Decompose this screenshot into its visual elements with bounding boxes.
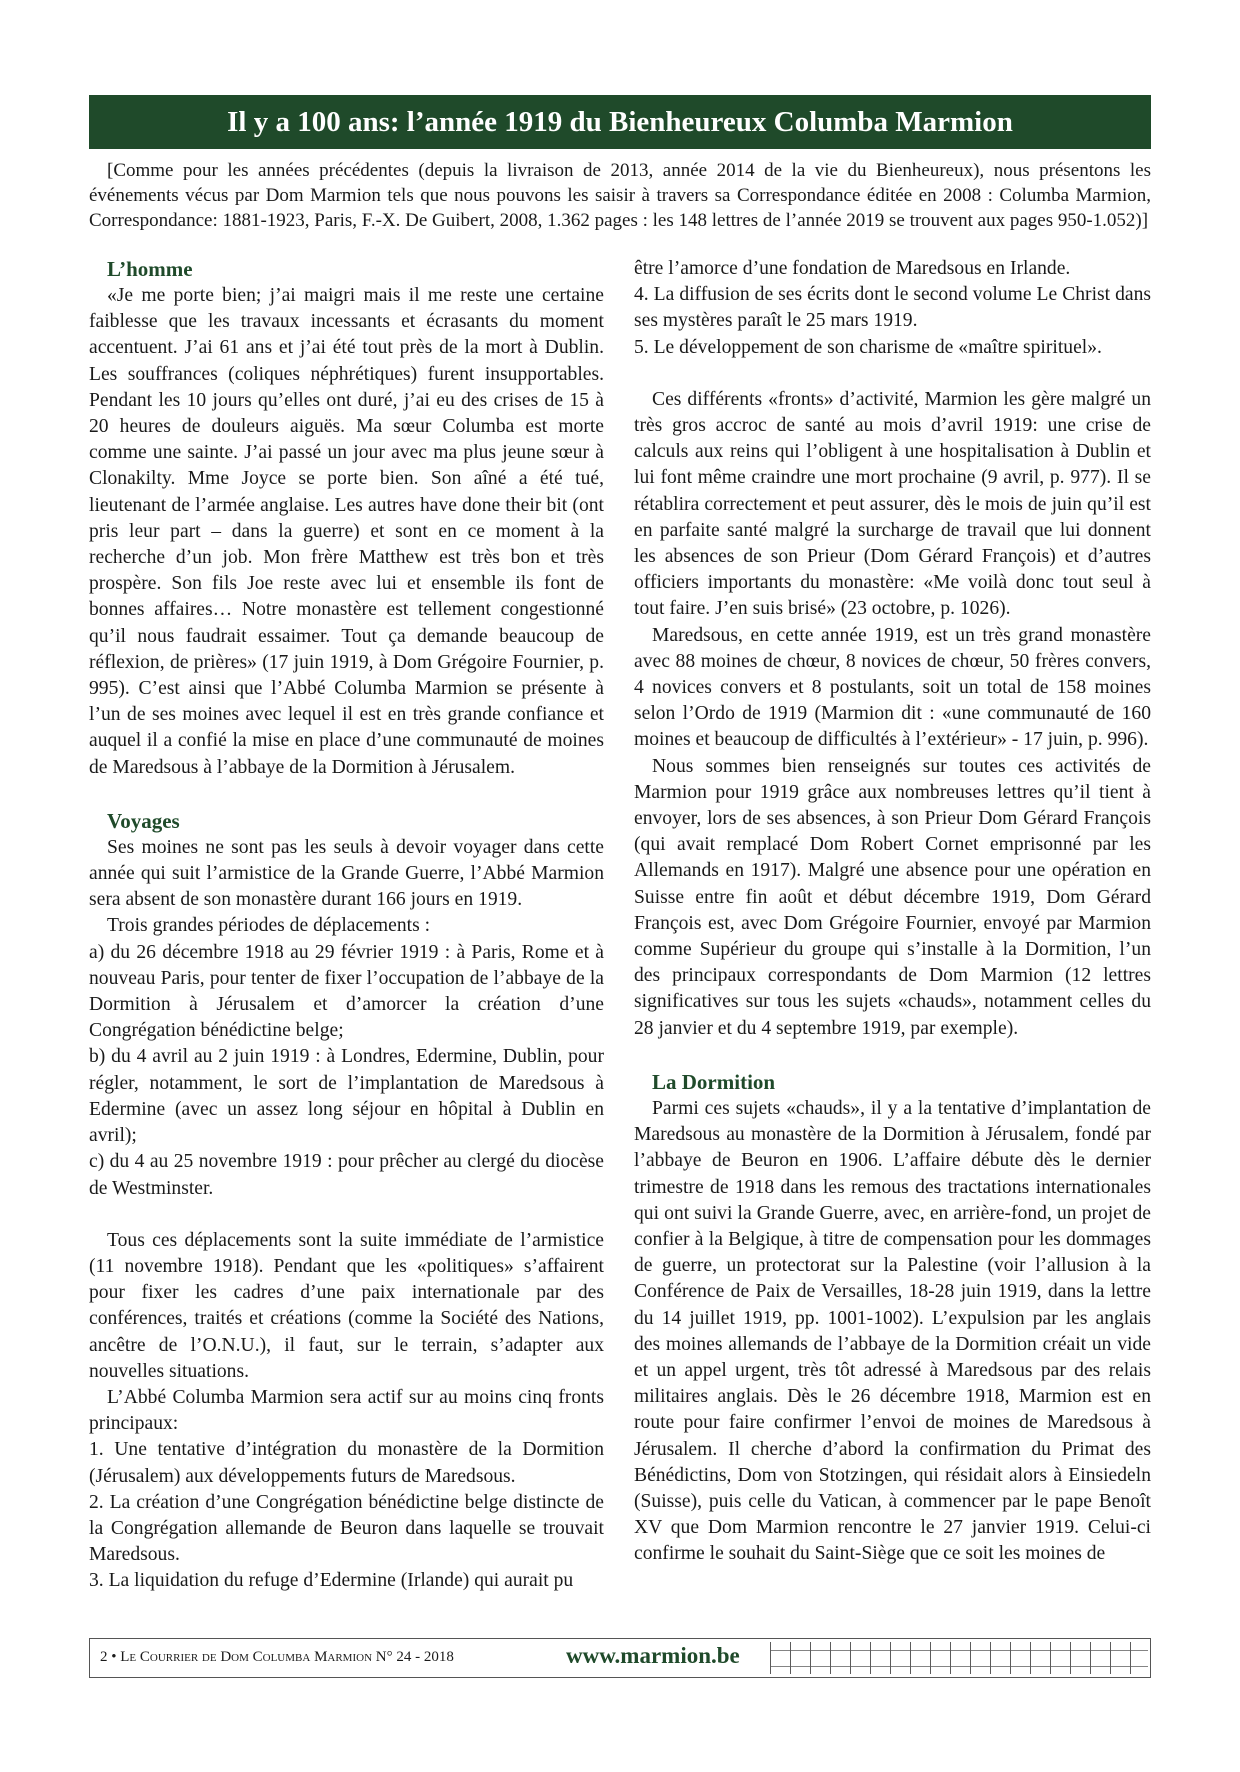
list-item-front-5: 5. Le développement de son charisme de «maître spirituel». xyxy=(634,336,1102,358)
list-item-front-3: 3. La liquidation du refuge d’Edermine (Irlande) qui aurait pu xyxy=(89,1570,574,1592)
intro-paragraph: [Comme pour les années précédentes (depuis la livraison de 2013, année 2014 de la vie du Bienheureux), nous présentons les événements vécus par Dom Marmion tels que nous pouvons les saisir à travers sa Correspondance éditée en 2008 : Columba Marmion, Correspondance: 1881-1923, Paris, F.-X. De Guibert, 2008, 1.362 pages : les 148 lettres de l’année 2019 se trouvent aux pages 950-1.052)] xyxy=(89,160,1151,231)
paragraph-voyages-a: a) du 26 décembre 1918 au 29 février 1919 : à Paris, Rome et à nouveau Paris, pour tenter de fixer l’occupation de l’abbaye de la Dormition à Jérusalem et d’amorcer la création d’une Congrégation bénédictine belge; xyxy=(89,941,604,1042)
list-item-front-1: 1. Une tentative d’intégration du monastère de la Dormition (Jérusalem) aux développements futurs de Maredsous. xyxy=(89,1439,604,1487)
paragraph-lettres: Nous sommes bien renseignés sur toutes ces activités de Marmion pour 1919 grâce aux nombreuses lettres qu’il tient à envoyer, lors de ses absences, à son Prieur Dom Gérard François (qui avait remplacé Dom Robert Cornet emprisonné par les Allemands en 1917). Malgré une absence pour une opération en Suisse entre fin août et début décembre 1919, Dom Gérard François est, avec Dom Grégoire Fournier, envoyé par Marmion comme Supérieur du groupe qui s’installe à la Dormition, l’un des principaux correspondants de Dom Marmion (12 lettres significatives sur tous les sujets «chauds», notamment celles du 28 janvier et du 4 septembre 1919, par exemple). xyxy=(634,755,1151,1039)
paragraph-voyages-1: Ses moines ne sont pas les seuls à devoir voyager dans cette année qui suit l’armistice de la Grande Guerre, l’Abbé Marmion sera absent de son monastère durant 166 jours en 1919. xyxy=(89,836,604,911)
footer-url: www.marmion.be xyxy=(566,1643,740,1668)
paragraph-maredsous: Maredsous, en cette année 1919, est un très grand monastère avec 88 moines de chœur, 8 novices de chœur, 50 frères convers, 4 novices convers et 8 postulants, soit un total de 158 moines selon l’Ordo de 1919 (Marmion dit : «une communauté de 160 moines et beaucoup de difficultés à l’extérieur» - 17 juin, p. 996). xyxy=(634,624,1151,751)
right-column xyxy=(634,256,1151,1568)
paragraph-deplacements: Tous ces déplacements sont la suite immédiate de l’armistice (11 novembre 1918). Pendant que les «politiques» s’affairent pour fixer les cadres d’une paix internationale par des conférences, traités et créations (comme la Société des Nations, ancêtre de l’O.N.U.), il faut, sur le terrain, s’adapter aux nouvelles situations. xyxy=(89,1229,604,1382)
left-column xyxy=(89,255,604,1595)
list-item-front-4: 4. La diffusion de ses écrits dont le second volume Le Christ dans ses mystères paraît le 25 mars 1919. xyxy=(634,284,1151,332)
page-title: Il y a 100 ans: l’année 1919 du Bienheureux Columba Marmion xyxy=(227,105,1013,138)
title-banner xyxy=(89,95,1151,149)
paragraph-homme: «Je me porte bien; j’ai maigri mais il me reste une certaine faiblesse que les travaux incessants et écrasants du moment accentuent. J’ai 61 ans et j’ai été tout près de la mort à Dublin. Les souffrances (coliques néphrétiques) furent insupportables. Pendant les 10 jours qu’elles ont duré, j’ai eu des crises de 15 à 20 heures de douleurs aiguës. Ma sœur Columba est morte comme une sainte. J’ai passé un jour avec ma plus jeune sœur à Clonakilty. Mme Joyce se porte bien. Son aîné a été tué, lieutenant de l’armée anglaise. Les autres have done their bit (ont pris leur part – dans la guerre) et sont en ce moment à la recherche d’un job. Mon frère Matthew est très bon et très prospère. Son fils Joe reste avec lui et ensemble ils font de bonnes affaires… Notre monastère est tellement congestionné qu’il nous faudrait essaimer. Tout ça demande beaucoup de réflexion, de prières» (17 juin 1919, à Dom Grégoire Fournier, p. 995). C’est ainsi que l’Abbé Columba Marmion se présente à l’un de ses moines avec lequel il est en très grande confiance et auquel il a confié la mise en place d’une communauté de moines de Maredsous à l’abbaye de la Dormition à Jérusalem. xyxy=(89,285,604,778)
heading-voyages: Voyages xyxy=(107,808,180,833)
heading-dormition: La Dormition xyxy=(652,1069,776,1094)
list-item-front-2: 2. La création d’une Congrégation bénédictine belge distincte de la Congrégation allemande de Beuron dans laquelle se trouvait Maredsous. xyxy=(89,1491,604,1566)
page-footer xyxy=(89,1638,1151,1678)
paragraph-continuation: être l’amorce d’une fondation de Maredsous en Irlande. xyxy=(634,258,1071,279)
heading-homme: L’homme xyxy=(107,257,193,281)
paragraph-dormition: Parmi ces sujets «chauds», il y a la tentative d’implantation de Maredsous au monastère de la Dormition à Jérusalem, fondé par l’abbaye de Beuron en 1906. L’affaire débute dès le dernier trimestre de 1918 dans les remous des tractations internationales qui ont suivi la Grande Guerre, avec, en arrière-fond, un projet de confier à la Belgique, à titre de compensation pour les dommages de guerre, un protectorat sur la Palestine (voir l’allusion à la Conférence de Paix de Versailles, 18-28 juin 1919, dans la lettre du 14 juillet 1919, pp. 1001-1002). L’expulsion par les anglais des moines allemands de l’abbaye de la Dormition créait un vide et un appel urgent, très tôt adressé à Maredsous par des relais militaires anglais. Dès le 26 décembre 1918, Marmion est en route pour faire confirmer l’envoi de moines de Maredsous à Jérusalem. Il cherche d’abord la confirmation du Primat des Bénédictins, Dom von Stotzingen, qui résidait alors à Einsiedeln (Suisse), puis celle du Vatican, à commencer par le pape Benoît XV que Dom Marmion rencontre le 27 janvier 1919. Celui-ci confirme le souhait du Saint-Siège que ce soit les moines de xyxy=(634,1097,1151,1565)
paragraph-voyages-b: b) du 4 avril au 2 juin 1919 : à Londres, Edermine, Dublin, pour régler, notamment, le sort de l’implantation de Maredsous à Edermine (avec un assez long séjour en hôpital à Dublin en avril); xyxy=(89,1046,604,1147)
footer-publication: 2 • Le Courrier de Dom Columba Marmion N° 24 - 2018 xyxy=(100,1649,454,1665)
paragraph-voyages-c: c) du 4 au 25 novembre 1919 : pour prêcher au clergé du diocèse de Westminster. xyxy=(89,1151,604,1199)
paragraph-sante: Ces différents «fronts» d’activité, Marmion les gère malgré un très gros accroc de santé au mois d’avril 1919: une crise de calculs aux reins qui l’obligent à une hospitalisation à Dublin et lui font même craindre une mort prochaine (9 avril, p. 977). Il se rétablira correctement et peut assurer, dès le mois de juin qu’il est en parfaite santé malgré la surcharge de travail que lui donnent les absences de son Prieur (Dom Gérard François) et d’autres officiers importants du monastère: «Me voilà donc tout seul à tout faire. J’en suis brisé» (23 octobre, p. 1026). xyxy=(634,388,1151,620)
decorative-cross-pattern-icon xyxy=(770,1642,1148,1674)
paragraph-fronts: L’Abbé Columba Marmion sera actif sur au moins cinq fronts principaux: xyxy=(89,1386,604,1435)
paragraph-voyages-2: Trois grandes périodes de déplacements : xyxy=(107,915,431,937)
